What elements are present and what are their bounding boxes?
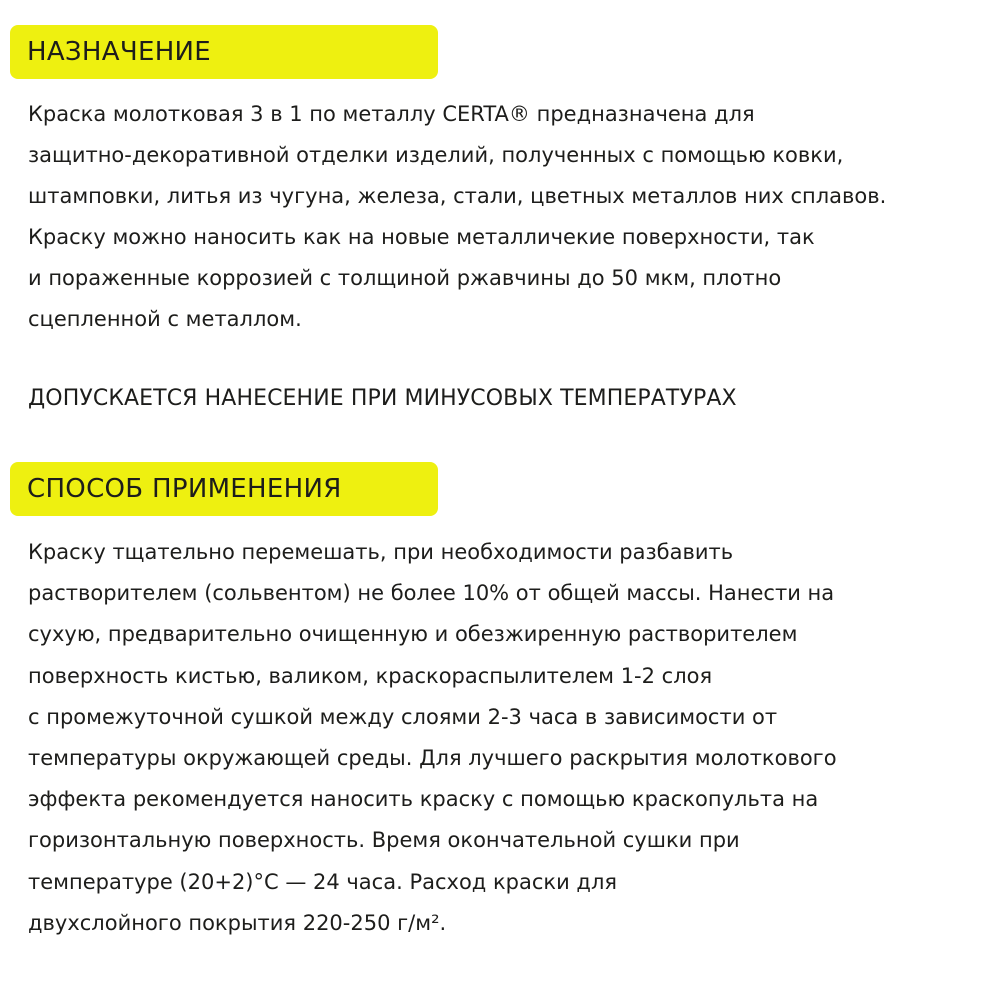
method-line: растворителем (сольвентом) не более 10% от общей массы. Нанести на xyxy=(28,581,835,606)
method-line: поверхность кистью, валиком, краскораспылителем 1-2 слоя xyxy=(28,663,713,688)
method-line: сухую, предварительно очищенную и обезжиренную растворителем xyxy=(28,622,798,647)
method-line: горизонтальную поверхность. Время окончательной сушки при xyxy=(28,828,740,853)
method-line: температуры окружающей среды. Для лучшего раскрытия молоткового xyxy=(28,745,837,770)
method-line: температуре (20+2)°C — 24 часа. Расход краски для xyxy=(28,869,618,894)
purpose-line: Краска молотковая 3 в 1 по металлу CERTA® предназначена для xyxy=(28,102,755,126)
method-line: эффекта рекомендуется наносить краску с помощью краскопульта на xyxy=(28,787,819,812)
purpose-line: Краску можно наносить как на новые металличекие поверхности, так xyxy=(28,225,815,249)
purpose-line: и пораженные коррозией с толщиной ржавчины до 50 мкм, плотно xyxy=(28,266,782,290)
purpose-heading: НАЗНАЧЕНИЕ xyxy=(27,37,212,67)
purpose-line: защитно-декоративной отделки изделий, полученных с помощью ковки, xyxy=(28,143,844,167)
purpose-heading-badge xyxy=(10,25,438,79)
purpose-line: сцепленной с металлом. xyxy=(28,307,302,331)
method-line: двухслойного покрытия 220-250 г/м². xyxy=(28,910,447,935)
method-description xyxy=(28,532,988,944)
sub-zero-notice: ДОПУСКАЕТСЯ НАНЕСЕНИЕ ПРИ МИНУСОВЫХ ТЕМПЕРАТУРАХ xyxy=(28,386,737,411)
method-heading-badge xyxy=(10,462,438,516)
purpose-description xyxy=(28,94,988,340)
purpose-line: штамповки, литья из чугуна, железа, стали, цветных металлов них сплавов. xyxy=(28,184,887,208)
method-line: с промежуточной сушкой между слоями 2-3 часа в зависимости от xyxy=(28,704,778,729)
method-heading: СПОСОБ ПРИМЕНЕНИЯ xyxy=(27,474,342,504)
method-line: Краску тщательно перемешать, при необходимости разбавить xyxy=(28,540,734,564)
